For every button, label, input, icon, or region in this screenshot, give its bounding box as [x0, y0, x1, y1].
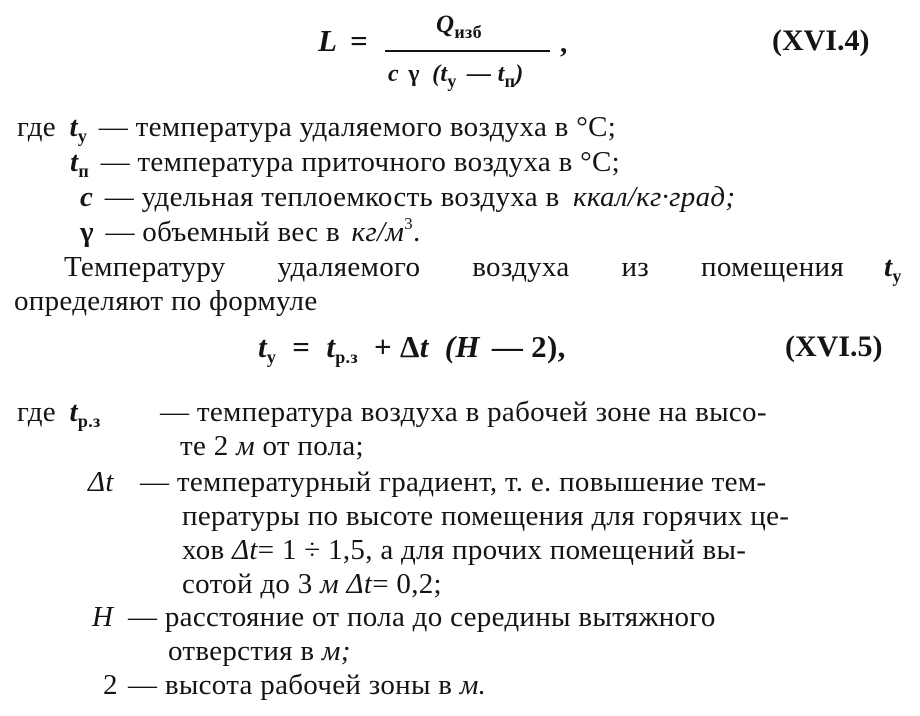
def-tp-sub: п	[78, 161, 90, 181]
def-dt-line4-a: сотой до 3	[182, 568, 313, 600]
def-gamma-tail: .	[412, 216, 421, 248]
def-trz-sub: р.з	[77, 411, 101, 431]
eq1-minus-t: — t	[467, 61, 505, 87]
def-dt-line3-sym: Δt	[232, 534, 258, 566]
def-dt-sym: Δt	[88, 466, 114, 498]
def-H-line2	[168, 634, 351, 668]
def-dt-line3	[182, 533, 746, 567]
eq1-c: c	[388, 61, 399, 87]
def-trz-line2-a: те 2	[180, 430, 229, 462]
para-line2: определяют по формуле	[14, 285, 318, 317]
def-2-sym: 2	[103, 669, 118, 701]
eq1-denominator	[388, 57, 524, 91]
def-trz-line2	[180, 429, 364, 463]
eq1-Q-sub: изб	[454, 22, 482, 42]
def-gamma	[80, 215, 421, 249]
def-H-line2-a: отверстия в	[168, 635, 315, 667]
def-trz	[17, 395, 101, 429]
def-dt-line3-b: = 1 ÷ 1,5, а для прочих помещений вы-	[257, 534, 747, 566]
def-c-unit: ккал/кг·град;	[573, 181, 736, 213]
def-H-line1: — расстояние от пола до середины вытяжного	[128, 601, 716, 633]
def-ty-prefix: где	[17, 111, 56, 143]
para-sym	[884, 250, 902, 284]
eq2-lhs: t	[258, 329, 267, 364]
def-tp-text: — температура приточного воздуха в °С;	[100, 146, 621, 178]
def-c	[80, 180, 735, 214]
eq2-equals: =	[292, 329, 311, 364]
para-sym-t: t	[884, 251, 893, 283]
def-ty-text: — температура удаляемого воздуха в °С;	[98, 111, 617, 143]
para-line1-text: Температуру удаляемого воздуха из помещения	[64, 251, 844, 283]
eq1-L: L	[318, 23, 337, 58]
eq2-t-sub: р.з	[335, 347, 358, 367]
def-dt-line2: пературы по высоте помещения для горячих це-	[182, 500, 790, 532]
def-ty-sym: t	[69, 111, 78, 143]
eq2-lhs-sub: у	[266, 347, 277, 367]
eq2-dt: t	[419, 329, 429, 364]
def-dt-line4-sym: Δt	[346, 568, 373, 600]
eq1-comma: ,	[560, 27, 568, 59]
eq2-number: (XVI.5)	[785, 330, 883, 363]
eq1-open: (t	[432, 61, 448, 87]
def-trz-line2-b: от пола;	[262, 430, 364, 462]
def-c-sym: c	[80, 181, 94, 213]
eq2-t: t	[326, 329, 336, 364]
eq1-equals: =	[350, 23, 369, 58]
def-dt-line4-b: = 0,2;	[372, 568, 442, 600]
def-dt-line3-a: хов	[182, 534, 225, 566]
def-trz-line1: — температура воздуха в рабочей зоне на высо-	[160, 396, 767, 428]
eq2-plus-delta: + Δ	[373, 329, 420, 364]
def-H-line2-unit: м;	[321, 635, 351, 667]
eq1-fraction-bar	[385, 50, 550, 52]
def-c-text: — удельная теплоемкость воздуха в	[104, 181, 560, 213]
def-2-line1	[128, 668, 486, 702]
eq1-close: )	[515, 61, 524, 87]
def-tp-sym: t	[70, 146, 79, 178]
eq2-paren-H: (H	[444, 329, 480, 364]
para-line1	[64, 250, 909, 284]
eq1-number: (XVI.4)	[772, 24, 870, 57]
eq2-rest: — 2),	[491, 329, 566, 364]
eq1-Q: Q	[436, 11, 455, 38]
def-trz-line2-unit: м	[236, 430, 255, 462]
eq1-gamma: γ	[408, 61, 420, 87]
eq2	[258, 329, 566, 367]
def-gamma-text: — объемный вес в	[105, 216, 340, 248]
def-ty	[17, 110, 616, 144]
def-2-line1-unit: м.	[459, 669, 487, 701]
eq1-numerator	[436, 8, 482, 42]
def-gamma-unit-sup: 3	[404, 214, 413, 233]
eq1-ty-sub: у	[447, 71, 457, 91]
eq1-lhs	[318, 24, 368, 58]
def-gamma-sym: γ	[80, 216, 94, 248]
def-trz-sym: t	[69, 396, 78, 428]
eq1-tp-sub: п	[504, 71, 516, 91]
def-2-line1-a: — высота рабочей зоны в	[128, 669, 453, 701]
def-dt-line1: — температурный градиент, т. е. повышение тем-	[140, 466, 767, 498]
def-trz-prefix: где	[17, 396, 56, 428]
def-ty-sub: у	[77, 126, 88, 146]
para-sym-sub: у	[892, 266, 902, 286]
def-tp	[70, 145, 620, 179]
def-dt-line4	[182, 567, 442, 601]
def-gamma-unit: кг/м	[351, 216, 405, 248]
def-dt-line4-unit: м	[320, 568, 339, 600]
def-H-sym: H	[92, 601, 114, 633]
